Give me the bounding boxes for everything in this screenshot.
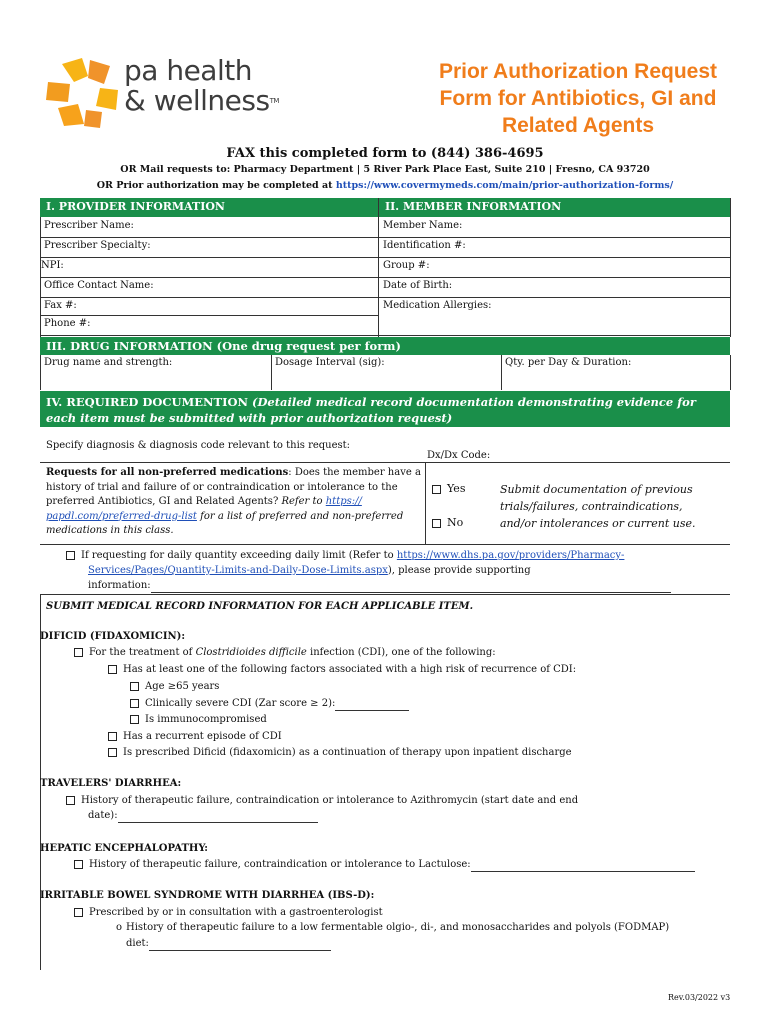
yes-checkbox-icon[interactable]: [432, 485, 441, 494]
daily-limit-line2: Services/Pages/Quantity-Limits-and-Daily-Dose-Limits.aspx), please provide supporting: [88, 565, 531, 576]
hepatic-item: History of therapeutic failure, contraindication or intolerance to Lactulose:: [74, 857, 695, 872]
daily-limit-item: If requesting for daily quantity exceeding daily limit (Refer to https://www.dhs.pa.gov/providers/Pharmacy-: [66, 548, 716, 563]
travelers-item: History of therapeutic failure, contraindication or intolerance to Azithromycin (start date and end: [66, 793, 578, 808]
dificid-severe-checkbox[interactable]: [130, 699, 139, 708]
submit-all-note: SUBMIT MEDICAL RECORD INFORMATION FOR EACH APPLICABLE ITEM.: [46, 601, 474, 612]
npi-field[interactable]: NPI:: [40, 258, 378, 278]
required-documentation-header: IV. REQUIRED DOCUMENTION (Detailed medical record documentation demonstrating evidence for each item must be submitted with prior authorization request): [40, 391, 730, 427]
dificid-risk-checkbox[interactable]: [108, 665, 117, 674]
identification-field[interactable]: Identification #:: [379, 238, 730, 258]
daily-limit-checkbox[interactable]: [66, 551, 75, 560]
dificid-immuno-item: Is immunocompromised: [130, 712, 267, 727]
ibsd-diet-field[interactable]: diet:: [126, 936, 331, 951]
dificid-discharge-item: Is prescribed Dificid (fidaxomicin) as a continuation of therapy upon inpatient discharge: [108, 745, 572, 760]
online-instruction: OR Prior authorization may be completed at https://www.covermymeds.com/main/prior-authorization-forms/: [96, 180, 674, 191]
daily-limit-info-field[interactable]: information:: [88, 578, 671, 593]
yes-checkbox[interactable]: Yes: [432, 481, 465, 496]
dificid-age-checkbox[interactable]: [130, 682, 139, 691]
hepatic-title: HEPATIC ENCEPHALOPATHY:: [40, 843, 208, 854]
dob-field[interactable]: Date of Birth:: [379, 278, 730, 298]
ibsd-gastro-checkbox[interactable]: [74, 908, 83, 917]
drug-name-field[interactable]: Drug name and strength:: [44, 357, 173, 368]
drug-info-header: III. DRUG INFORMATION (One drug request per form): [40, 337, 730, 355]
logo-mark-icon: [46, 58, 118, 128]
dificid-recurrent-checkbox[interactable]: [108, 732, 117, 741]
dificid-immuno-checkbox[interactable]: [130, 715, 139, 724]
provider-info-header: I. PROVIDER INFORMATION: [40, 198, 378, 217]
non-preferred-question: Requests for all non-preferred medications: Does the member have a history of trial and failure of or contraindication or intolerance to the preferred Antibiotics, GI and Related Agents? Refer to https:// papdl.com/preferred-drug-list for a list of preferred and non-preferred medications in this class.: [46, 467, 421, 536]
specify-diagnosis-label: Specify diagnosis & diagnosis code relevant to this request:: [46, 440, 351, 451]
ibsd-bullet-icon: o: [116, 922, 123, 933]
daily-limit-link[interactable]: https://www.dhs.pa.gov/providers/Pharmacy-: [396, 550, 625, 561]
dificid-recurrent-item: Has a recurrent episode of CDI: [108, 729, 282, 744]
phone-field[interactable]: Phone #:: [40, 316, 378, 336]
mail-instruction: OR Mail requests to: Pharmacy Department | 5 River Park Place East, Suite 210 | Fresno, CA 93720: [120, 164, 650, 175]
dosage-interval-field[interactable]: Dosage Interval (sig):: [275, 357, 385, 368]
dx-code-field[interactable]: Dx/Dx Code:: [427, 448, 716, 463]
covermymeds-link[interactable]: https://www.covermymeds.com/main/prior-authorization-forms/: [335, 180, 674, 191]
no-checkbox[interactable]: No: [432, 515, 463, 530]
ibsd-fodmap-item: History of therapeutic failure to a low fermentable olgio-, di-, and monosaccharides and polyols (FODMAP): [126, 922, 670, 933]
ibsd-title: IRRITABLE BOWEL SYNDROME WITH DIARRHEA (IBS-D):: [40, 890, 375, 901]
dificid-cdi-checkbox[interactable]: [74, 648, 83, 657]
logo-wordmark: pa health & wellnessTM: [124, 54, 279, 117]
dificid-age-item: Age ≥65 years: [130, 679, 219, 694]
group-field[interactable]: Group #:: [379, 258, 730, 278]
papdl-link[interactable]: papdl.com/preferred-drug-list: [46, 510, 197, 522]
allergies-field[interactable]: Medication Allergies:: [379, 298, 730, 336]
papdl-link-part1[interactable]: https://: [325, 496, 362, 507]
member-info-header: II. MEMBER INFORMATION: [379, 198, 730, 217]
dificid-discharge-checkbox[interactable]: [108, 748, 117, 757]
submit-documentation-note: Submit documentation of previous trials/failures, contraindications, and/or intolerances or current use.: [500, 483, 696, 530]
travelers-title: TRAVELERS' DIARRHEA:: [40, 778, 182, 789]
form-title: Prior Authorization Request Form for Antibiotics, GI and Related Agents: [438, 60, 718, 137]
dificid-cdi-item: For the treatment of Clostridioides difficile infection (CDI), one of the following:: [74, 645, 496, 660]
dificid-risk-item: Has at least one of the following factors associated with a high risk of recurrence of CDI:: [108, 662, 576, 677]
office-contact-field[interactable]: Office Contact Name:: [40, 278, 378, 298]
hepatic-checkbox[interactable]: [74, 860, 83, 869]
revision-label: Rev.03/2022 v3: [668, 993, 731, 1002]
dificid-severe-item: Clinically severe CDI (Zar score ≥ 2):: [130, 696, 409, 711]
member-name-field[interactable]: Member Name:: [379, 218, 730, 238]
no-checkbox-icon[interactable]: [432, 519, 441, 528]
ibsd-gastro-item: Prescribed by or in consultation with a gastroenterologist: [74, 905, 383, 920]
travelers-checkbox[interactable]: [66, 796, 75, 805]
prescriber-specialty-field[interactable]: Prescriber Specialty:: [40, 238, 378, 258]
dificid-title: DIFICID (FIDAXOMICIN):: [40, 631, 186, 642]
fax-instruction: FAX this completed form to (844) 386-4695: [226, 146, 544, 161]
travelers-date-field[interactable]: date):: [88, 808, 318, 823]
fax-field[interactable]: Fax #:: [40, 298, 378, 316]
daily-limit-link-2[interactable]: Services/Pages/Quantity-Limits-and-Daily-Dose-Limits.aspx: [88, 565, 388, 576]
prescriber-name-field[interactable]: Prescriber Name:: [40, 218, 378, 238]
qty-duration-field[interactable]: Qty. per Day & Duration:: [505, 357, 632, 368]
